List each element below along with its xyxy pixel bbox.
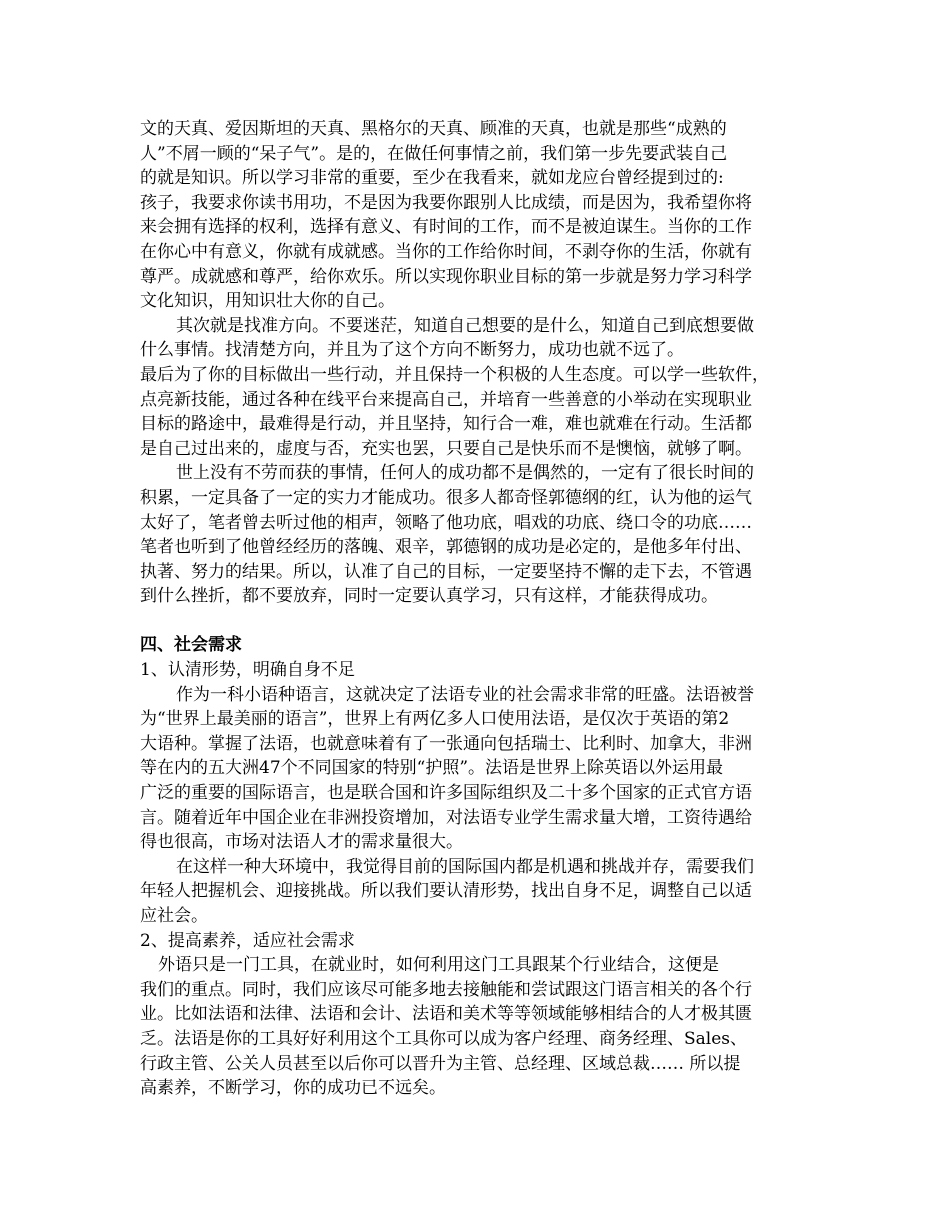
text-line: 在你心中有意义，你就有成就感。当你的工作给你时间，不剥夺你的生活，你就有 xyxy=(140,241,752,262)
text-line: 尊严。成就感和尊严，给你欢乐。所以实现你职业目标的第一步就是努力学习科学 xyxy=(140,266,752,287)
blank-line xyxy=(140,609,822,634)
paragraph-action xyxy=(140,363,822,461)
text-line: 孩子，我要求你读书用功，不是因为我要你跟别人比成绩，而是因为，我希望你将 xyxy=(140,192,752,213)
text-line: 积累，一定具备了一定的实力才能成功。很多人都奇怪郭德纲的红，认为他的运气 xyxy=(140,487,752,508)
text-line: 作为一科小语种语言，这就决定了法语专业的社会需求非常的旺盛。法语被誉 xyxy=(176,684,754,705)
text-line: 什么事情。找清楚方向，并且为了这个方向不断努力，成功也就不远了。 xyxy=(140,340,684,361)
text-line: 得也很高，市场对法语人才的需求量很大。 xyxy=(140,832,463,853)
paragraph-knowledge xyxy=(140,117,822,314)
text-line: 言。随着近年中国企业在非洲投资增加，对法语专业学生需求量大增，工资待遇给 xyxy=(140,807,752,828)
text-line: 执著、努力的结果。所以，认准了自己的目标，一定要坚持不懈的走下去，不管遇 xyxy=(140,561,752,582)
text-line: 其次就是找准方向。不要迷茫，知道自己想要的是什么，知道自己到底想要做 xyxy=(176,315,754,336)
text-line: 乏。法语是你的工具好好利用这个工具你可以成为客户经理、商务经理、Sales、 xyxy=(140,1028,748,1049)
paragraph-direction xyxy=(140,314,822,363)
text-line: 在这样一种大环境中，我觉得目前的国际国内都是机遇和挑战并存，需要我们 xyxy=(176,856,754,877)
section-heading: 四、社会需求 xyxy=(140,635,242,656)
subheading-1: 1、认清形势，明确自身不足 xyxy=(140,660,355,681)
text-line: 广泛的重要的国际语言，也是联合国和许多国际组织及二十多个国家的正式官方语 xyxy=(140,783,752,804)
text-line: 外语只是一门工具，在就业时，如何利用这门工具跟某个行业结合，这便是 xyxy=(158,955,719,976)
text-line: 笔者也听到了他曾经经历的落魄、艰辛，郭德钢的成功是必定的，是他多年付出、 xyxy=(140,537,752,558)
paragraph-french-demand xyxy=(140,683,822,855)
text-line: 行政主管、公关人员甚至以后你可以晋升为主管、总经理、区域总裁…… 所以提 xyxy=(140,1053,741,1074)
text-line: 来会拥有选择的权利，选择有意义、有时间的工作，而不是被迫谋生。当你的工作 xyxy=(140,217,752,238)
text-line: 是自己过出来的，虚度与否，充实也罢，只要自己是快乐而不是懊恼，就够了啊。 xyxy=(140,438,752,459)
text-line: 到什么挫折，都不要放弃，同时一定要认真学习，只有这样，才能获得成功。 xyxy=(140,586,718,607)
text-line: 人”不屑一顾的“呆子气”。是的，在做任何事情之前，我们第一步先要武装自己 xyxy=(140,143,728,164)
paragraph-environment xyxy=(140,855,822,929)
text-line: 应社会。 xyxy=(140,906,208,926)
text-line: 目标的路途中，最难得是行动，并且坚持，知行合一难，难也就难在行动。生活都 xyxy=(140,414,752,435)
subheading-2: 2、提高素养，适应社会需求 xyxy=(140,930,355,951)
text-line: 的就是知识。所以学习非常的重要，至少在我看来，就如龙应台曾经提到过的: xyxy=(140,168,724,189)
text-line: 世上没有不劳而获的事情，任何人的成功都不是偶然的，一定有了很长时间的 xyxy=(176,463,754,484)
text-line: 业。比如法语和法律、法语和会计、法语和美术等等领域能够相结合的人才极其匮 xyxy=(140,1004,752,1025)
text-line: 太好了，笔者曾去听过他的相声，领略了他功底，唱戏的功底、绕口令的功底…… xyxy=(140,512,752,533)
text-line: 最后为了你的目标做出一些行动，并且保持一个积极的人生态度。可以学一些软件， xyxy=(140,364,769,385)
text-line: 大语种。掌握了法语，也就意味着有了一张通向包括瑞士、比利时、加拿大，非洲 xyxy=(140,733,752,754)
text-line: 我们的重点。同时，我们应该尽可能多地去接触能和尝试跟这门语言相关的各个行 xyxy=(140,979,752,1000)
paragraph-skills xyxy=(140,953,822,1101)
text-line: 为“世界上最美丽的语言”，世界上有两亿多人口使用法语，是仅次于英语的第2 xyxy=(140,709,730,730)
text-line: 等在内的五大洲47个不同国家的特别“护照”。法语是世界上除英语以外运用最 xyxy=(140,758,724,779)
text-line: 文化知识，用知识壮大你的自己。 xyxy=(140,291,395,312)
text-line: 年轻人把握机会、迎接挑战。所以我们要认清形势，找出自身不足，调整自己以适 xyxy=(140,881,752,902)
text-line: 高素养，不断学习，你的成功已不远矣。 xyxy=(140,1078,446,1099)
document-page xyxy=(140,117,822,1101)
text-line: 点亮新技能，通过各种在线平台来提高自己，并培育一些善意的小举动在实现职业 xyxy=(140,389,752,410)
paragraph-success xyxy=(140,461,822,609)
text-line: 文的天真、爱因斯坦的天真、黑格尔的天真、顾准的天真，也就是那些“成熟的 xyxy=(140,119,727,139)
